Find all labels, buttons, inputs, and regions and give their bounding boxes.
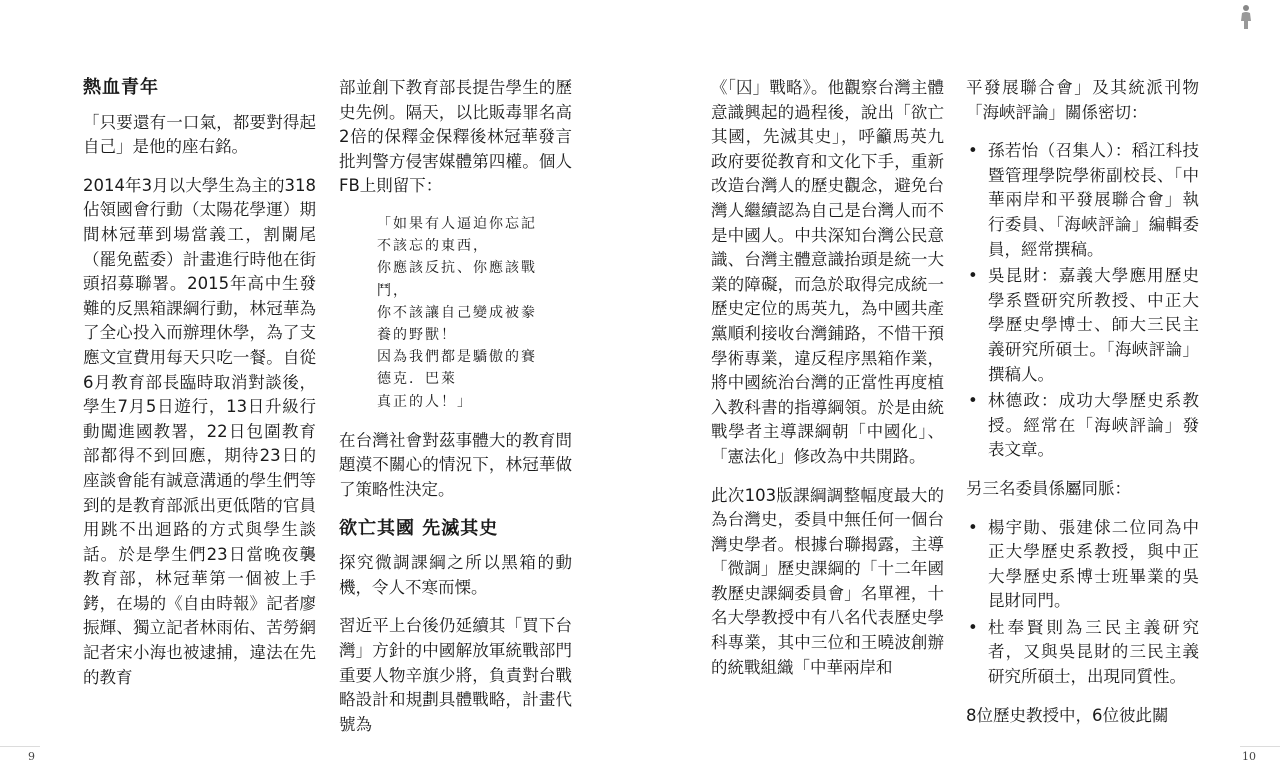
column-4 — [966, 76, 1199, 742]
footer-rule — [1240, 746, 1280, 747]
column-1 — [83, 76, 316, 704]
paragraph: 此次103版課綱調整幅度最大的為台灣史，委員中無任何一個台灣史學者。根據台聯揭露，主導「微調」歷史課綱的「十二年國教歷史課綱委員會」名單裡，十名大學教授中有八名代表歷史學科專業，其中三位和王曉波創辦的統戰組織「中華兩岸和 — [711, 485, 944, 677]
quote-line: 不該忘的東西， — [377, 238, 489, 255]
quote-line: 真正的人！」 — [377, 393, 473, 410]
quote-line: 因為我們都是驕傲的賽 — [377, 349, 537, 366]
member-list — [966, 516, 1199, 690]
bullet-icon: • — [968, 266, 978, 286]
section-heading: 欲亡其國 先滅其史 — [339, 517, 499, 539]
member-list — [966, 139, 1199, 463]
quote-line: 德克．巴萊 — [377, 371, 457, 388]
list-item: • 吳昆財：嘉義大學應用歷史學系暨研究所教授、中正大學歷史學博士、師大三民主義研究所碩士。「海峽評論」撰稿人。 — [968, 266, 1199, 384]
bullet-icon: • — [968, 141, 978, 161]
list-item: • 楊宇勛、張建俅二位同為中正大學歷史系教授，與中正大學歷史系博士班畢業的吳昆財同門。 — [968, 517, 1199, 611]
footer-rule — [0, 746, 40, 747]
page-number-left: 9 — [28, 750, 35, 763]
paragraph: 《「囚」戰略》。他觀察台灣主體意識興起的過程後，說出「欲亡其國，先滅其史」，呼籲馬英九政府要從教育和文化下手，重新改造台灣人的歷史觀念，避免台灣人繼續認為自己是台灣人而不是中國人。中共深知台灣公民意識、台灣主體意識抬頭是統一大業的障礙，而急於取得完成統一歷史定位的馬英九，為中國共產黨順利接收台灣鋪路，不惜干預學術專業，違反程序黑箱作業，將中國統治台灣的正當性再度植入教科書的指導綱領。於是由統戰學者主導課綱朝「中國化」、「憲法化」修改為中共開路。 — [711, 78, 944, 466]
paragraph: 「只要還有一口氣，都要對得起自己」是他的座右銘。 — [83, 112, 316, 157]
quote-line: 你不該讓自己變成被豢 — [377, 304, 537, 321]
paragraph: 另三名委員係屬同脈： — [966, 478, 1131, 498]
quote-line: 鬥， — [377, 282, 409, 299]
section-heading: 熱血青年 — [83, 77, 159, 98]
list-item: • 林德政：成功大學歷史系教授。經常在「海峽評論」發表文章。 — [968, 391, 1199, 460]
paragraph: 平發展聯合會」及其統派刊物「海峽評論」關係密切： — [966, 78, 1199, 122]
page-number-right: 10 — [1242, 750, 1256, 763]
blockquote — [377, 213, 572, 413]
list-item: • 杜奉賢則為三民主義研究者，又與吳昆財的三民主義研究所碩士，出現同質性。 — [968, 617, 1199, 687]
bullet-icon: • — [968, 517, 978, 537]
column-3 — [711, 76, 944, 694]
paragraph: 探究微調課綱之所以黑箱的動機，令人不寒而慄。 — [339, 553, 572, 597]
paragraph: 習近平上台後仍延續其「買下台灣」方針的中國解放軍統戰部門重要人物辛旗少將，負責對台戰略設計和規劃具體戰略，計畫代號為 — [339, 616, 572, 734]
paragraph: 8位歷史教授中，6位彼此關 — [966, 705, 1169, 725]
column-2 — [339, 76, 572, 751]
paragraph: 2014年3月以大學生為主的318佔領國會行動（太陽花學運）期間林冠華到場當義工，割闌尾（罷免藍委）計畫進行時他在街頭招募聯署。2015年高中生發難的反黑箱課綱行動，林冠華為了全心投入而辦理休學，為了支應文宣費用每天只吃一餐。自從6月教育部長臨時取消對談後，學生7月5日遊行，13日升級行動闖進國教署，22日包圍教育部都得不到回應，期待23日的座談會能有誠意溝通的學生們等到的是教育部派出更低階的官員用跳不出迴路的方式與學生談話。於是學生們23日當晚夜襲教育部，林冠華第一個被上手銬，在場的《自由時報》記者廖振輝、獨立記者林雨佑、苦勞網記者宋小海也被逮捕，違法在先的教育 — [83, 175, 316, 687]
paragraph: 部並創下教育部長提告學生的歷史先例。隔天，以比販毒罪名高2倍的保釋金保釋後林冠華發言批判警方侵害媒體第四權。個人FB上則留下： — [339, 78, 572, 196]
quote-line: 養的野獸！ — [377, 326, 457, 343]
paragraph: 在台灣社會對茲事體大的教育問題漠不關心的情況下，林冠華做了策略性決定。 — [339, 430, 572, 499]
figure-silhouette-icon — [1234, 4, 1258, 30]
bullet-icon: • — [968, 391, 978, 411]
list-item: • 孫若怡（召集人）：稻江科技暨管理學院學術副校長、「中華兩岸和平發展聯合會」執行委員、「海峽評論」編輯委員，經常撰稿。 — [968, 141, 1199, 259]
quote-line: 「如果有人逼迫你忘記 — [377, 215, 537, 232]
quote-line: 你應該反抗、你應該戰 — [377, 260, 537, 277]
bullet-icon: • — [968, 617, 978, 637]
